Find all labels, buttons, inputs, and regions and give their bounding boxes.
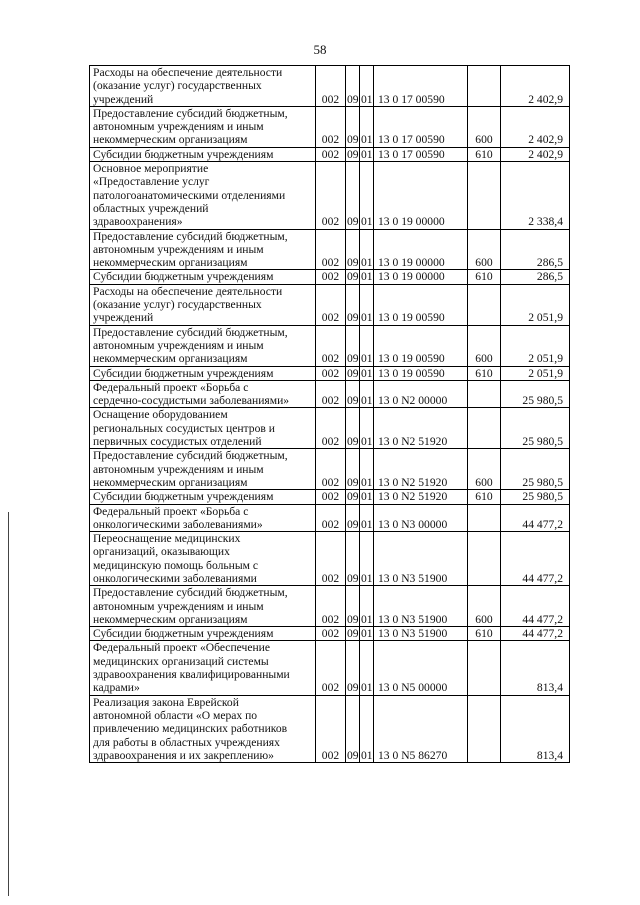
subsection-code-cell: 01 [360,284,374,325]
expense-name-line: Федеральный проект «Обеспечение [93,641,271,655]
target-article-code-cell: 13 0 19 00000 [374,162,468,229]
section-code-cell: 09 [347,366,359,380]
expense-name-line: автономным учреждениям и иным [93,242,264,256]
amount-cell: 813,4 [501,695,570,762]
subsection-code-cell: 01 [361,366,373,380]
target-article-code-cell: 13 0 19 00590 [374,325,468,366]
expense-name-line: некоммерческим организациям [93,612,248,626]
section-code-cell: 09 [346,325,360,366]
subsection-code-cell: 01 [361,490,373,504]
table-row [90,229,570,270]
section-code-cell: 09 [346,66,360,107]
expense-name-line: Федеральный проект «Борьба с [93,504,249,518]
expense-name-line: некоммерческим организациям [93,475,248,489]
subsection-code-cell: 01 [360,586,374,627]
expense-type-code-cell [468,162,501,229]
expense-name-cell [90,380,316,408]
table-row [90,270,570,284]
expense-name-line: сердечно-сосудистыми заболеваниями» [93,394,290,408]
expense-type-code-cell: 600 [468,325,501,366]
table-row [90,380,570,408]
amount-cell: 2 051,9 [501,366,570,380]
amount-cell: 286,5 [501,229,570,270]
amount-cell: 25 980,5 [501,408,570,449]
section-code-cell: 09 [346,449,360,490]
expense-name-line: автономным учреждениям и иным [93,120,264,134]
expense-name-cell [90,586,316,627]
expense-name-cell [90,270,316,284]
expense-name-line: онкологическими заболеваниями [93,571,257,585]
ministry-code-cell: 002 [316,695,346,762]
expense-type-code-cell: 610 [468,366,501,380]
expense-name-line: Предоставление субсидий бюджетным, [93,325,288,339]
ministry-code-cell: 002 [316,504,346,532]
expense-name-line: учреждений [93,311,154,325]
target-article-code-cell: 13 0 N3 51900 [374,586,468,627]
expense-type-code-cell: 610 [468,627,501,641]
expense-name-line: Реализация закона Еврейской [93,695,239,709]
table-row [90,147,570,161]
expense-name-cell [90,627,316,641]
expense-type-code-cell: 610 [468,147,501,161]
section-code-cell: 09 [346,695,360,762]
amount-cell: 44 477,2 [501,586,570,627]
expense-type-code-cell [468,66,501,107]
amount-cell: 286,5 [501,270,570,284]
expense-name-cell [90,284,316,325]
expense-name-line: некоммерческим организациям [93,352,248,366]
expense-type-code-cell [468,380,501,408]
section-code-cell: 09 [347,147,359,161]
target-article-code-cell: 13 0 N2 51920 [374,449,468,490]
subsection-code-cell: 01 [360,532,374,586]
expense-type-code-cell: 610 [468,270,501,284]
expense-name-line: Расходы на обеспечение деятельности [93,66,283,79]
table-row [90,627,570,641]
ministry-code-cell: 002 [316,449,346,490]
expense-name-line: некоммерческим организациям [93,256,248,270]
amount-cell: 2 402,9 [501,66,570,107]
expense-name-cell [90,66,316,107]
expense-name-line: некоммерческим организациям [93,133,248,147]
expense-name-line: привлечению медицинских работников [93,722,288,736]
ministry-code-cell: 002 [316,162,346,229]
page-number: 58 [313,42,327,57]
amount-cell: 813,4 [501,641,570,695]
expense-name-cell [90,147,316,161]
expense-name-line: автономным учреждениям и иным [93,599,264,613]
table-row [90,162,570,229]
expense-name-line: автономным учреждениям и иным [93,338,264,352]
subsection-code-cell: 01 [360,162,374,229]
ministry-code-cell: 002 [316,270,346,284]
expense-name-line: Предоставление субсидий бюджетным, [93,449,288,463]
expense-name-line: онкологическими заболеваниями» [93,517,263,531]
expense-name-cell [90,408,316,449]
ministry-code-cell: 002 [316,586,346,627]
expense-name-line: медицинских организаций системы [93,654,269,668]
section-code-cell: 09 [346,641,360,695]
ministry-code-cell: 002 [316,66,346,107]
section-code-cell: 09 [346,229,360,270]
amount-cell: 25 980,5 [501,490,570,504]
expense-name-line: Субсидии бюджетным учреждениям [93,490,274,504]
expense-type-code-cell [468,695,501,762]
subsection-code-cell: 01 [360,695,374,762]
expense-type-code-cell: 600 [468,229,501,270]
expense-name-line: здравоохранения» [93,215,183,229]
expense-name-line: региональных сосудистых центров и [93,421,275,435]
expense-name-line: (оказание услуг) государственных [93,79,262,93]
target-article-code-cell: 13 0 N3 51900 [374,627,468,641]
ministry-code-cell: 002 [316,627,346,641]
expense-type-code-cell: 610 [468,490,501,504]
expense-name-cell [90,641,316,695]
target-article-code-cell: 13 0 17 00590 [374,66,468,107]
table-row [90,449,570,490]
margin-line [8,512,9,896]
target-article-code-cell: 13 0 N2 00000 [374,380,468,408]
expense-name-line: областных учреждений [93,201,209,215]
expense-type-code-cell [468,641,501,695]
amount-cell: 44 477,2 [501,532,570,586]
amount-cell: 2 051,9 [501,325,570,366]
section-code-cell: 09 [346,284,360,325]
section-code-cell: 09 [346,408,360,449]
ministry-code-cell: 002 [316,229,346,270]
table-row [90,504,570,532]
table-row [90,408,570,449]
expense-name-line: здравоохранения и их закреплению» [93,748,274,762]
subsection-code-cell: 01 [361,627,373,641]
section-code-cell: 09 [346,380,360,408]
expense-name-cell [90,229,316,270]
ministry-code-cell: 002 [316,366,346,380]
target-article-code-cell: 13 0 17 00590 [374,147,468,161]
table-row [90,532,570,586]
target-article-code-cell: 13 0 N2 51920 [374,490,468,504]
expense-name-cell [90,532,316,586]
ministry-code-cell: 002 [316,284,346,325]
amount-cell: 2 402,9 [501,106,570,147]
subsection-code-cell: 01 [360,504,374,532]
amount-cell: 2 402,9 [501,147,570,161]
section-code-cell: 09 [347,627,359,641]
expense-name-line: Предоставление субсидий бюджетным, [93,229,288,243]
section-code-cell: 09 [347,270,359,284]
ministry-code-cell: 002 [316,106,346,147]
target-article-code-cell: 13 0 19 00590 [374,366,468,380]
section-code-cell: 09 [346,106,360,147]
table-row [90,366,570,380]
budget-table [89,65,570,763]
expense-type-code-cell [468,532,501,586]
table-row [90,325,570,366]
expense-name-line: Оснащение оборудованием [93,408,228,422]
target-article-code-cell: 13 0 19 00000 [374,270,468,284]
expense-name-line: медицинскую помощь больным с [93,558,259,572]
subsection-code-cell: 01 [361,270,373,284]
expense-name-cell [90,490,316,504]
section-code-cell: 09 [347,490,359,504]
subsection-code-cell: 01 [360,449,374,490]
target-article-code-cell: 13 0 N3 51900 [374,532,468,586]
ministry-code-cell: 002 [316,641,346,695]
expense-name-line: кадрами» [93,681,140,695]
expense-name-line: здравоохранения квалифицированными [93,668,290,682]
target-article-code-cell: 13 0 N3 00000 [374,504,468,532]
expense-name-line: первичных сосудистых отделений [93,435,262,449]
expense-name-line: Переоснащение медицинских [93,532,241,546]
amount-cell: 44 477,2 [501,627,570,641]
expense-name-line: Расходы на обеспечение деятельности [93,284,283,298]
expense-name-cell [90,325,316,366]
ministry-code-cell: 002 [316,408,346,449]
ministry-code-cell: 002 [316,380,346,408]
expense-name-line: автономной области «О мерах по [93,708,258,722]
ministry-code-cell: 002 [316,490,346,504]
subsection-code-cell: 01 [360,229,374,270]
subsection-code-cell: 01 [360,380,374,408]
amount-cell: 44 477,2 [501,504,570,532]
ministry-code-cell: 002 [316,532,346,586]
table-row [90,695,570,762]
expense-name-cell [90,695,316,762]
expense-name-cell [90,449,316,490]
amount-cell: 2 338,4 [501,162,570,229]
section-code-cell: 09 [346,504,360,532]
table-row [90,586,570,627]
target-article-code-cell: 13 0 N5 86270 [374,695,468,762]
subsection-code-cell: 01 [360,408,374,449]
expense-name-line: Предоставление субсидий бюджетным, [93,586,288,600]
table-row [90,66,570,107]
table-row [90,284,570,325]
ministry-code-cell: 002 [316,147,346,161]
subsection-code-cell: 01 [360,641,374,695]
expense-type-code-cell [468,504,501,532]
expense-name-line: организаций, оказывающих [93,545,230,559]
amount-cell: 2 051,9 [501,284,570,325]
target-article-code-cell: 13 0 19 00590 [374,284,468,325]
expense-name-cell [90,366,316,380]
subsection-code-cell: 01 [360,66,374,107]
expense-name-line: Основное мероприятие [93,162,209,176]
expense-name-line: Субсидии бюджетным учреждениям [93,627,274,641]
table-row [90,490,570,504]
expense-name-line: для работы в областных учреждениях [93,735,280,749]
expense-type-code-cell: 600 [468,106,501,147]
expense-name-cell [90,504,316,532]
expense-name-line: (оказание услуг) государственных [93,298,262,312]
expense-type-code-cell [468,408,501,449]
subsection-code-cell: 01 [360,106,374,147]
target-article-code-cell: 13 0 17 00590 [374,106,468,147]
table-row [90,641,570,695]
amount-cell: 25 980,5 [501,380,570,408]
subsection-code-cell: 01 [361,147,373,161]
expense-name-line: «Предоставление услуг [93,175,210,189]
expense-name-cell [90,162,316,229]
expense-name-line: учреждений [93,92,154,106]
expense-name-line: Субсидии бюджетным учреждениям [93,147,274,161]
expense-name-line: автономным учреждениям и иным [93,462,264,476]
target-article-code-cell: 13 0 N5 00000 [374,641,468,695]
expense-name-line: Субсидии бюджетным учреждениям [93,270,274,284]
expense-type-code-cell [468,284,501,325]
target-article-code-cell: 13 0 19 00000 [374,229,468,270]
section-code-cell: 09 [346,162,360,229]
expense-name-line: Предоставление субсидий бюджетным, [93,106,288,120]
expense-type-code-cell: 600 [468,586,501,627]
expense-name-line: Федеральный проект «Борьба с [93,380,249,394]
expense-name-line: Субсидии бюджетным учреждениям [93,366,274,380]
section-code-cell: 09 [346,532,360,586]
table-row [90,106,570,147]
expense-name-cell [90,106,316,147]
target-article-code-cell: 13 0 N2 51920 [374,408,468,449]
amount-cell: 25 980,5 [501,449,570,490]
expense-name-line: патологоанатомическими отделениями [93,188,286,202]
expense-type-code-cell: 600 [468,449,501,490]
ministry-code-cell: 002 [316,325,346,366]
section-code-cell: 09 [346,586,360,627]
subsection-code-cell: 01 [360,325,374,366]
